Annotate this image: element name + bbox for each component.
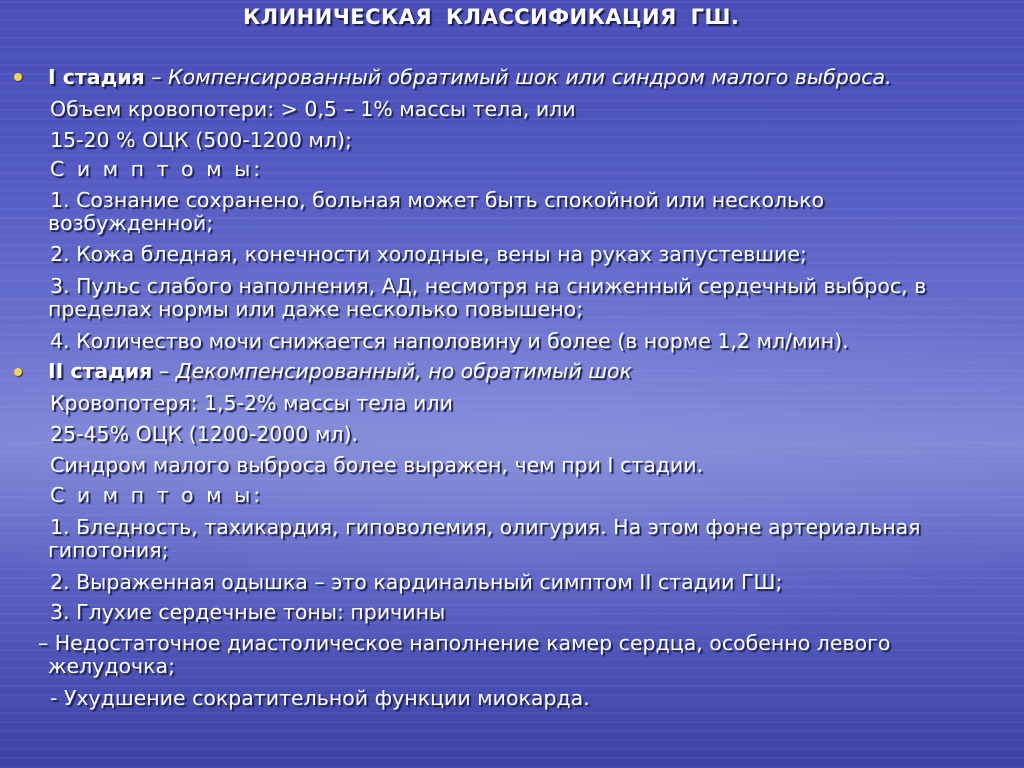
slide-title: КЛИНИЧЕСКАЯ КЛАССИФИКАЦИЯ ГШ. <box>243 5 740 29</box>
stage-1-symptom-4: 4. Количество мочи снижается наполовину и более (в норме 1,2 мл/мин). <box>50 329 849 353</box>
stage-2-symptom-2: 2. Выраженная одышка – это кардинальный симптом II стадии ГШ; <box>50 570 783 594</box>
stage-1-description: Компенсированный обратимый шок или синдром малого выброса. <box>168 65 892 89</box>
stage-1-symptom-3b: пределах нормы или даже несколько повышено; <box>48 297 584 321</box>
stage-1-dash: – <box>144 65 169 89</box>
stage-2-label: II стадия <box>48 359 153 383</box>
stage-1-blood-loss: Объем кровопотери: > 0,5 – 1% массы тела, или <box>50 97 576 121</box>
stage-1-symptom-2: 2. Кожа бледная, конечности холодные, вены на руках запустевшие; <box>50 242 807 266</box>
stage-2-symptom-3: 3. Глухие сердечные тоны: причины <box>50 600 446 624</box>
stage-2-volume: 25-45% ОЦК (1200-2000 мл). <box>50 422 359 446</box>
stage-1-symptom-1a: 1. Сознание сохранено, больная может быть спокойной или несколько <box>50 188 825 212</box>
stage-2-description: Декомпенсированный, но обратимый шок <box>175 359 632 383</box>
stage-2-symptom-1b: гипотония; <box>48 538 169 562</box>
stage-2-cause-2: - Ухудшение сократительной функции миокарда. <box>50 686 590 710</box>
stage-1-label: I стадия <box>48 65 145 89</box>
bullet-stage-1 <box>14 73 22 81</box>
stage-2-symptoms-label: С и м п т о м ы: <box>50 483 264 507</box>
stage-2-dash: – <box>152 359 176 383</box>
stage-1-volume: 15-20 % ОЦК (500-1200 мл); <box>50 128 352 152</box>
stage-1-symptom-3a: 3. Пульс слабого наполнения, АД, несмотря на сниженный сердечный выброс, в <box>50 274 927 298</box>
stage-2-cause-1a: – Недостаточное диастолическое наполнение камер сердца, особенно левого <box>38 631 891 655</box>
stage-2-symptom-1a: 1. Бледность, тахикардия, гиповолемия, олигурия. На этом фоне артериальная <box>50 515 921 539</box>
stage-1-symptoms-label: С и м п т о м ы: <box>50 157 264 181</box>
stage-1-heading <box>48 66 892 88</box>
bullet-stage-2 <box>14 368 22 376</box>
stage-2-heading <box>48 360 632 382</box>
stage-2-cause-1b: желудочка; <box>48 654 175 678</box>
stage-2-blood-loss: Кровопотеря: 1,5-2% массы тела или <box>50 391 453 415</box>
stage-1-symptom-1b: возбужденной; <box>48 211 214 235</box>
stage-2-syndrome: Синдром малого выброса более выражен, чем при I стадии. <box>50 453 704 477</box>
